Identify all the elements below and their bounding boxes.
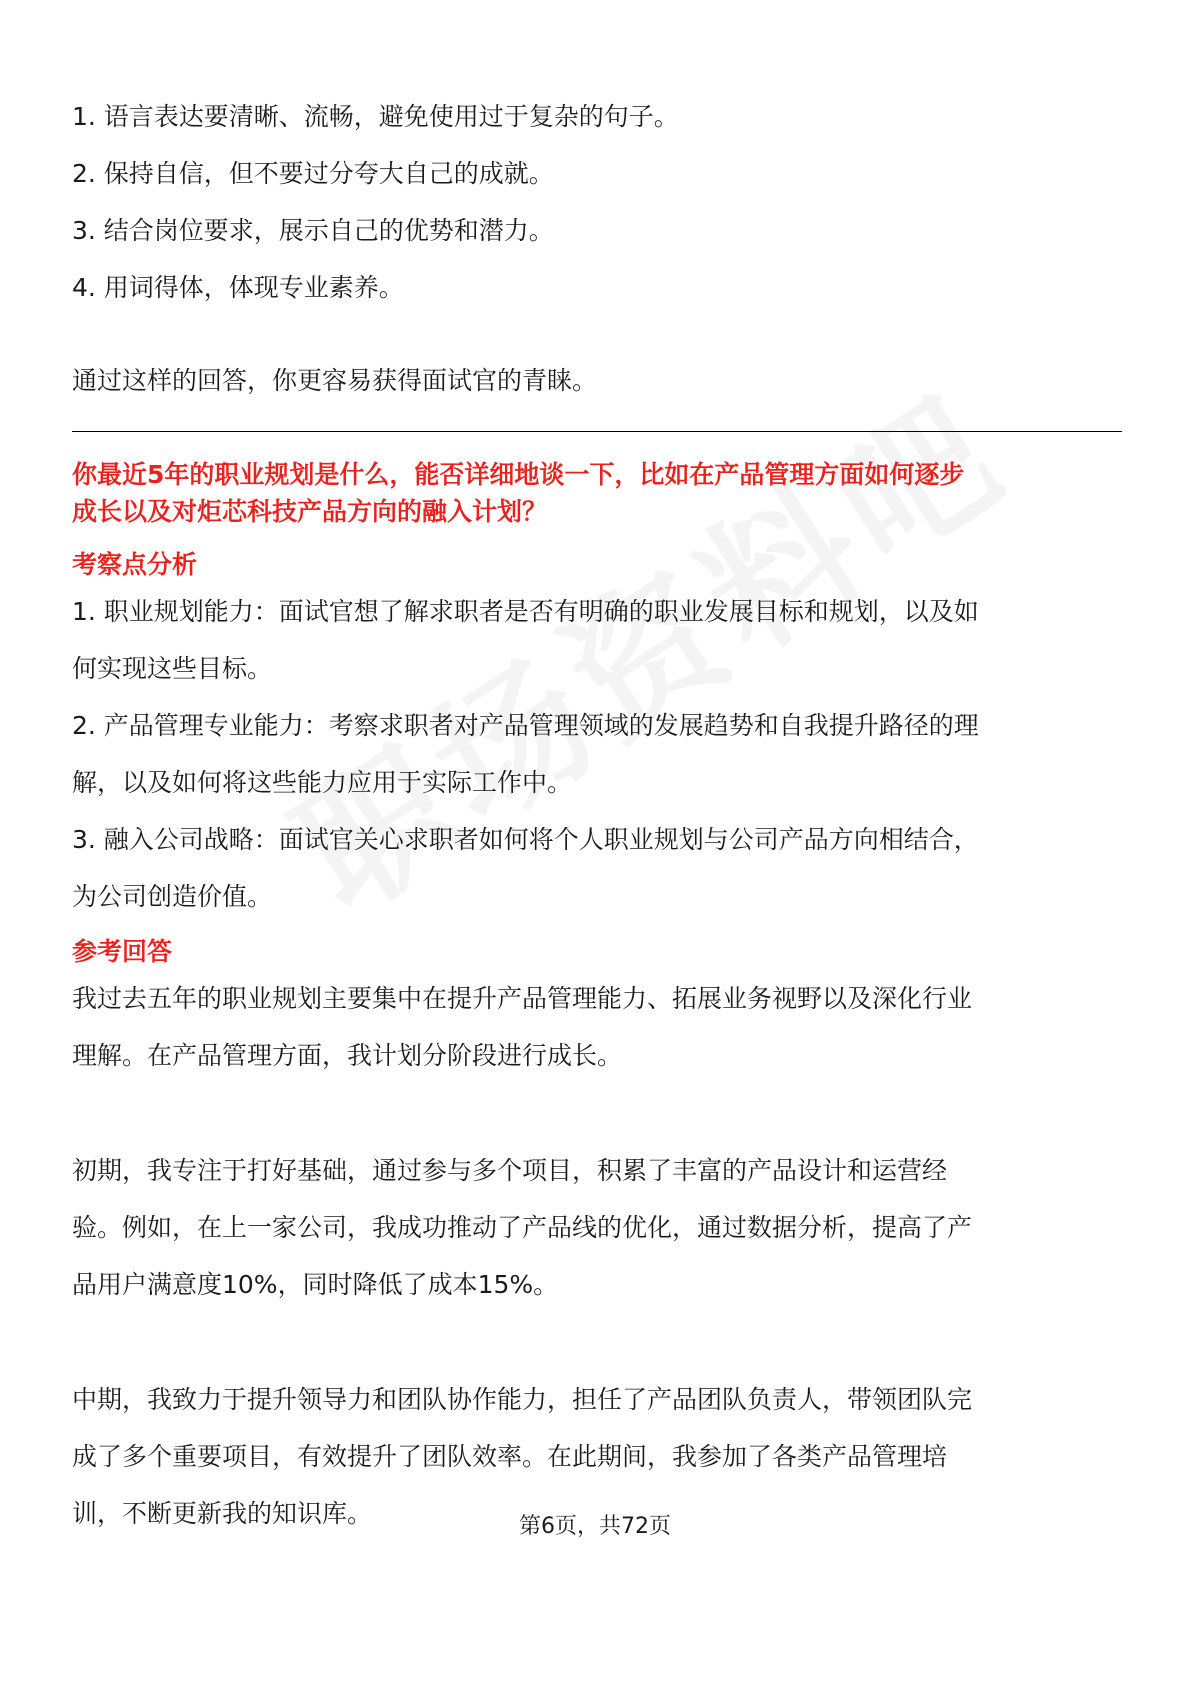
- reference-line: 初期，我专注于打好基础，通过参与多个项目，积累了丰富的产品设计和运营经: [72, 1156, 948, 1185]
- page-content: [72, 100, 1122, 1542]
- summary-text: 通过这样的回答，你更容易获得面试官的青睐。: [72, 366, 598, 395]
- reference-line: 我过去五年的职业规划主要集中在提升产品管理能力、拓展业务视野以及深化行业: [72, 984, 973, 1013]
- reference-line: 训，不断更新我的知识库。: [72, 1499, 373, 1528]
- reference-paragraph-1: [72, 970, 1122, 1084]
- question-title: [72, 456, 1122, 530]
- analysis-line: 1. 职业规划能力：面试官想了解求职者是否有明确的职业发展目标和规划，以及如: [72, 597, 979, 626]
- page-number-footer: 第6页，共72页: [519, 1514, 671, 1539]
- reference-paragraph-2: [72, 1142, 1122, 1313]
- analysis-heading: 考察点分析: [72, 550, 198, 579]
- analysis-line: 为公司创造价值。: [72, 882, 273, 911]
- question-line: 你最近5年的职业规划是什么，能否详细地谈一下，比如在产品管理方面如何逐步: [72, 460, 965, 489]
- reference-line: 中期，我致力于提升领导力和团队协作能力，担任了产品团队负责人，带领团队完: [72, 1385, 973, 1414]
- tip-item: 2. 保持自信，但不要过分夸大自己的成就。: [72, 159, 554, 188]
- analysis-line: 2. 产品管理专业能力：考察求职者对产品管理领域的发展趋势和自我提升路径的理: [72, 711, 979, 740]
- tip-item: 3. 结合岗位要求，展示自己的优势和潜力。: [72, 216, 554, 245]
- question-line: 成长以及对炬芯科技产品方向的融入计划？: [72, 497, 548, 526]
- section-divider: [72, 431, 1122, 432]
- reference-line: 验。例如，在上一家公司，我成功推动了产品线的优化，通过数据分析，提高了产: [72, 1213, 973, 1242]
- tip-item: 1. 语言表达要清晰、流畅，避免使用过于复杂的句子。: [72, 102, 679, 131]
- reference-line: 理解。在产品管理方面，我计划分阶段进行成长。: [72, 1041, 623, 1070]
- tips-list: [72, 100, 1122, 304]
- analysis-line: 3. 融入公司战略：面试官关心求职者如何将个人职业规划与公司产品方向相结合，: [72, 825, 979, 854]
- reference-line: 品用户满意度10%，同时降低了成本15%。: [72, 1270, 559, 1299]
- tip-item: 4. 用词得体，体现专业素养。: [72, 273, 404, 302]
- analysis-body: [72, 583, 1122, 925]
- reference-line: 成了多个重要项目，有效提升了团队效率。在此期间，我参加了各类产品管理培: [72, 1442, 948, 1471]
- analysis-line: 何实现这些目标。: [72, 654, 273, 683]
- reference-heading: 参考回答: [72, 937, 173, 966]
- analysis-line: 解，以及如何将这些能力应用于实际工作中。: [72, 768, 573, 797]
